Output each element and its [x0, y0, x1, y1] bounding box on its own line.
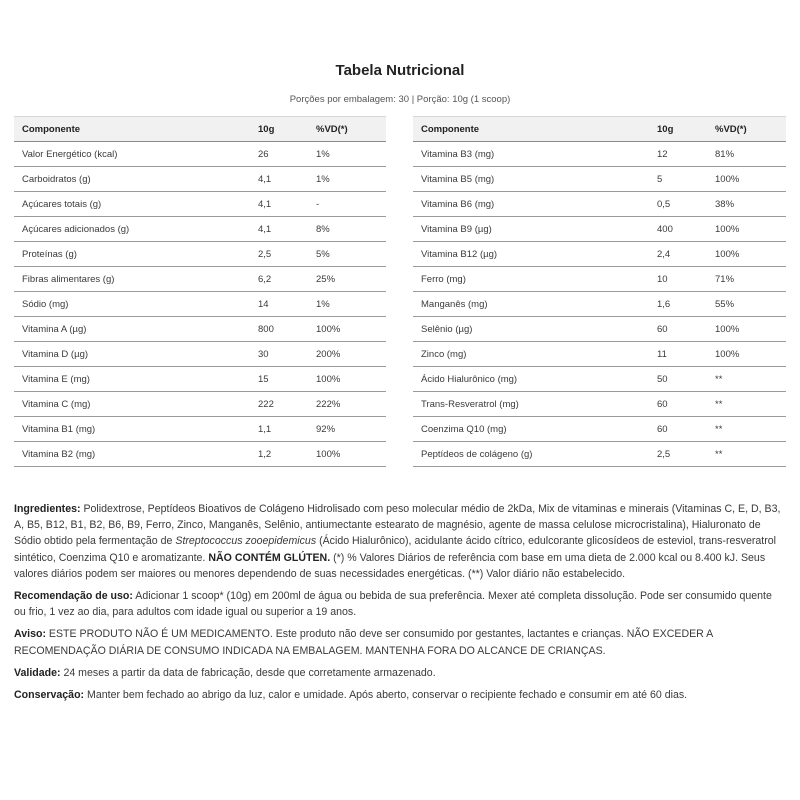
cell-dv: 38%: [707, 192, 786, 217]
cell-amount: 4,1: [250, 167, 308, 192]
table-row: [413, 367, 786, 392]
cell-component: Sódio (mg): [14, 292, 250, 317]
column-header-dv: %VD(*): [308, 117, 386, 142]
usage-paragraph: [14, 588, 786, 620]
cell-component: Açúcares adicionados (g): [14, 217, 250, 242]
cell-dv: 5%: [308, 242, 386, 267]
cell-component: Vitamina C (mg): [14, 392, 250, 417]
cell-amount: 50: [649, 367, 707, 392]
page-title: Tabela Nutricional: [335, 62, 465, 79]
ingredients-paragraph: [14, 501, 786, 582]
cell-component: Vitamina D (µg): [14, 342, 250, 367]
cell-dv: 100%: [707, 242, 786, 267]
cell-component: Valor Energético (kcal): [14, 142, 250, 167]
cell-component: Trans-Resveratrol (mg): [413, 392, 649, 417]
cell-dv: 100%: [707, 317, 786, 342]
cell-dv: 100%: [707, 217, 786, 242]
table-row: [14, 292, 386, 317]
cell-dv: 81%: [707, 142, 786, 167]
ingredients-label: Ingredientes:: [14, 503, 81, 515]
cell-component: Vitamina B5 (mg): [413, 167, 649, 192]
cell-component: Vitamina B12 (µg): [413, 242, 649, 267]
table-row: [14, 192, 386, 217]
cell-amount: 60: [649, 392, 707, 417]
cell-amount: 26: [250, 142, 308, 167]
storage-paragraph: [14, 687, 786, 703]
cell-dv: 71%: [707, 267, 786, 292]
table-row: [413, 317, 786, 342]
column-header-component: Componente: [14, 117, 250, 142]
cell-amount: 4,1: [250, 192, 308, 217]
column-header-component: Componente: [413, 117, 649, 142]
cell-component: Vitamina B9 (µg): [413, 217, 649, 242]
cell-dv: 100%: [707, 167, 786, 192]
cell-amount: 4,1: [250, 217, 308, 242]
cell-dv: 100%: [707, 342, 786, 367]
cell-component: Ácido Hialurônico (mg): [413, 367, 649, 392]
cell-amount: 15: [250, 367, 308, 392]
cell-dv: 1%: [308, 292, 386, 317]
cell-amount: 2,4: [649, 242, 707, 267]
validity-paragraph: [14, 665, 786, 681]
table-header-row: [14, 117, 386, 142]
storage-text: Manter bem fechado ao abrigo da luz, calor e umidade. Após aberto, conservar o recipiente fechado e consumir em até 60 dias.: [84, 689, 688, 702]
table-row: [413, 392, 786, 417]
cell-component: Vitamina B3 (mg): [413, 142, 649, 167]
cell-amount: 800: [250, 317, 308, 342]
ingredients-text-2: (Ácido Hialurônico), acidulante ácido cítrico, edulcorante glicosídeos de esteviol, trans-resveratrol sintético, Coenzima Q10 e aromatizante.: [14, 535, 777, 564]
table-row: [14, 142, 386, 167]
cell-amount: 6,2: [250, 267, 308, 292]
warning-text: ESTE PRODUTO NÃO É UM MEDICAMENTO. Este produto não deve ser consumido por gestantes, lactantes e crianças. NÃO EXCEDER A RECOMENDAÇÃO DIÁRIA DE CONSUMO INDICADA NA EMBALAGEM. MANTENHA FORA DO ALCANCE DE CRIANÇAS.: [14, 628, 713, 657]
usage-text: Adicionar 1 scoop* (10g) em 200ml de água ou bebida de sua preferência. Mexer até completa dissolução. Pode ser consumido quente ou frio, 1 vez ao dia, para adultos com idade igual ou superior a 19 anos.: [14, 590, 772, 619]
nutrition-table-left: [14, 116, 386, 467]
cell-dv: **: [707, 392, 786, 417]
column-header-dv: %VD(*): [707, 117, 786, 142]
cell-component: Vitamina B2 (mg): [14, 442, 250, 467]
cell-dv: 100%: [308, 317, 386, 342]
cell-amount: 5: [649, 167, 707, 192]
validity-label: Validade:: [14, 666, 61, 679]
warning-paragraph: [14, 626, 786, 658]
cell-amount: 10: [649, 267, 707, 292]
table-row: [413, 242, 786, 267]
nutrition-table-right: [413, 116, 786, 467]
cell-component: Fibras alimentares (g): [14, 267, 250, 292]
cell-amount: 1,2: [250, 442, 308, 467]
gluten-notice: NÃO CONTÉM GLÚTEN.: [208, 551, 331, 564]
cell-component: Vitamina A (µg): [14, 317, 250, 342]
table-row: [413, 267, 786, 292]
cell-amount: 60: [649, 317, 707, 342]
table-row: [413, 442, 786, 467]
cell-component: Açúcares totais (g): [14, 192, 250, 217]
table-row: [14, 317, 386, 342]
table-row: [413, 142, 786, 167]
cell-amount: 60: [649, 417, 707, 442]
cell-amount: 1,1: [250, 417, 308, 442]
table-row: [14, 392, 386, 417]
cell-component: Zinco (mg): [413, 342, 649, 367]
table-row: [413, 417, 786, 442]
table-row: [14, 267, 386, 292]
cell-dv: 8%: [308, 217, 386, 242]
cell-amount: 30: [250, 342, 308, 367]
warning-label: Aviso:: [14, 628, 46, 641]
table-row: [413, 342, 786, 367]
cell-dv: 92%: [308, 417, 386, 442]
cell-amount: 222: [250, 392, 308, 417]
table-row: [14, 167, 386, 192]
cell-component: Proteínas (g): [14, 242, 250, 267]
cell-dv: 200%: [308, 342, 386, 367]
cell-amount: 14: [250, 292, 308, 317]
cell-dv: 100%: [308, 442, 386, 467]
ingredients-text-3: (*) % Valores Diários de referência com base em uma dieta de 2.000 kcal ou 8.400 kJ. Seus valores diários podem ser maiores ou menores dependendo de suas necessidades energéticas. (**) Valor diário não estabelecido.: [14, 551, 766, 580]
serving-info: Porções por embalagem: 30 | Porção: 10g (1 scoop): [289, 94, 511, 105]
cell-component: Manganês (mg): [413, 292, 649, 317]
ingredients-text: Polidextrose, Peptídeos Bioativos de Colágeno Hidrolisado com peso molecular médio de 2kDa, Mix de vitaminas e minerais (Vitaminas C, E, D, B3, A, B5, B12, B1, B2, B6, B9, Ferro, Zinco, Manganês, Selênio, antiumectante estearato de magnésio, agente de massa celulose microcristalina), Hialuronato de Sódio obtido pela fermentação de: [14, 503, 781, 548]
cell-amount: 2,5: [250, 242, 308, 267]
cell-dv: **: [707, 417, 786, 442]
cell-dv: 25%: [308, 267, 386, 292]
cell-dv: 1%: [308, 167, 386, 192]
table-row: [14, 442, 386, 467]
storage-label: Conservação:: [14, 689, 85, 702]
cell-component: Peptídeos de colágeno (g): [413, 442, 649, 467]
cell-amount: 1,6: [649, 292, 707, 317]
validity-text: 24 meses a partir da data de fabricação, desde que corretamente armazenado.: [60, 666, 436, 679]
cell-dv: **: [707, 367, 786, 392]
cell-amount: 0,5: [649, 192, 707, 217]
table-row: [14, 242, 386, 267]
column-header-amount: 10g: [649, 117, 707, 142]
cell-component: Selênio (µg): [413, 317, 649, 342]
table-row: [14, 217, 386, 242]
table-row: [14, 417, 386, 442]
cell-amount: 2,5: [649, 442, 707, 467]
column-header-amount: 10g: [250, 117, 308, 142]
cell-dv: **: [707, 442, 786, 467]
table-row: [14, 367, 386, 392]
cell-component: Ferro (mg): [413, 267, 649, 292]
cell-component: Vitamina B1 (mg): [14, 417, 250, 442]
table-row: [413, 217, 786, 242]
table-header-row: [413, 117, 786, 142]
cell-dv: 55%: [707, 292, 786, 317]
cell-dv: 222%: [308, 392, 386, 417]
cell-dv: -: [308, 192, 386, 217]
cell-amount: 11: [649, 342, 707, 367]
table-row: [413, 192, 786, 217]
table-row: [413, 292, 786, 317]
table-row: [413, 167, 786, 192]
cell-component: Coenzima Q10 (mg): [413, 417, 649, 442]
usage-label: Recomendação de uso:: [14, 590, 133, 603]
ingredients-species: Streptococcus zooepidemicus: [175, 535, 317, 548]
cell-component: Vitamina E (mg): [14, 367, 250, 392]
product-info-text: [14, 501, 786, 709]
cell-dv: 100%: [308, 367, 386, 392]
cell-component: Vitamina B6 (mg): [413, 192, 649, 217]
cell-amount: 12: [649, 142, 707, 167]
cell-amount: 400: [649, 217, 707, 242]
cell-dv: 1%: [308, 142, 386, 167]
table-row: [14, 342, 386, 367]
cell-component: Carboidratos (g): [14, 167, 250, 192]
